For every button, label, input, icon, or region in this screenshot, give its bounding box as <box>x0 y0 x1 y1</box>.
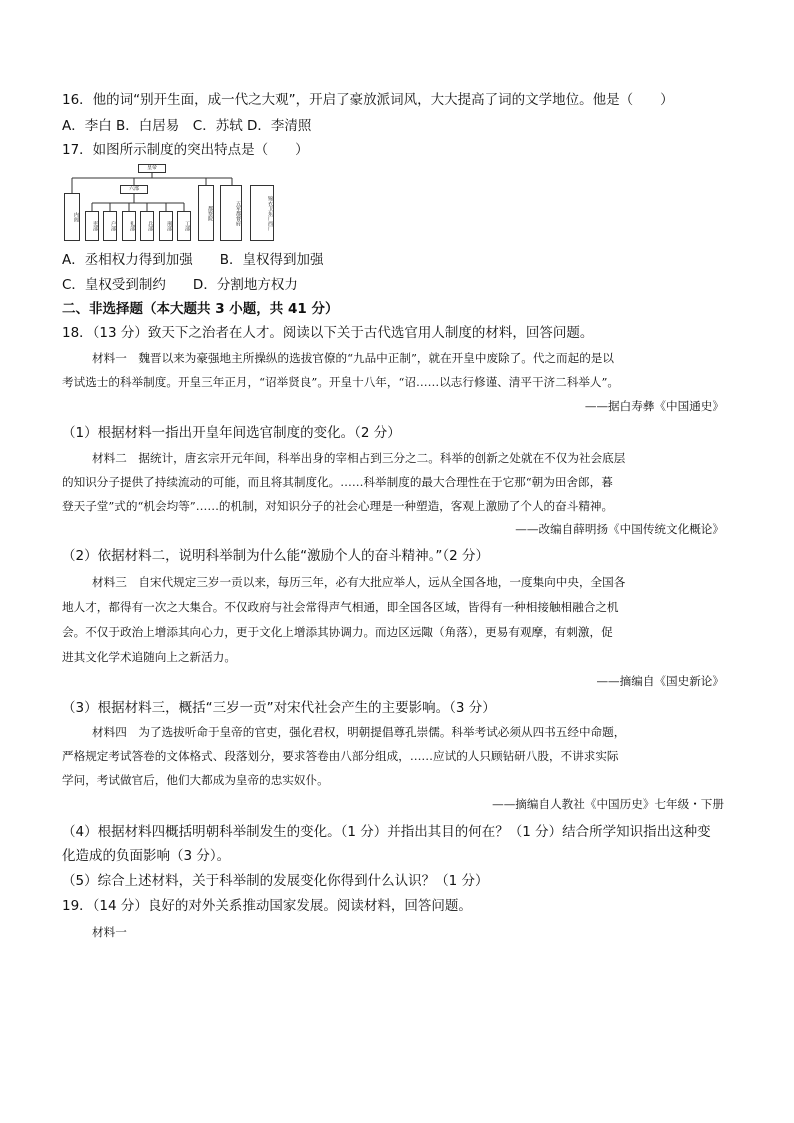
ministry-box: 户部 <box>103 211 117 241</box>
ministry-box: 兵部 <box>140 211 154 241</box>
q16-options: A．李白 B．白居易 C．苏轼 D．李清照 <box>62 118 312 134</box>
q18-sub5: （5）综合上述材料，关于科举制的发展变化你得到什么认识？（1 分） <box>62 873 489 889</box>
q19-material-1-label: 材料一 <box>92 925 127 939</box>
censorate-box: 都察院 <box>198 185 214 241</box>
ministry-box: 刑部 <box>159 211 173 241</box>
q18-sub2: （2）依据材料二，说明科举制为什么能“激励个人的奋斗精神。”（2 分） <box>62 548 489 564</box>
material-1-line: 材料一 魏晋以来为豪强地主所操纵的选拔官僚的“九品中正制”，就在开皇中废除了。代之而起的是以 <box>92 351 614 365</box>
ministry-box: 礼部 <box>122 211 136 241</box>
ministry-box: 工部 <box>177 211 191 241</box>
six-ministries-box: 六部 <box>120 185 148 194</box>
q18-sub4: （4）根据材料四概括明朝科举制发生的变化。（1 分）并指出其目的何在？（1 分）结合所学知识指出这种变 <box>62 824 711 840</box>
material-3-line: 进其文化学术追随向上之新活力。 <box>62 650 236 664</box>
material-4-line: 材料四 为了选拔听命于皇帝的官吏，强化君权，明朝提倡尊孔崇儒。科举考试必须从四书五经中命题， <box>92 725 626 739</box>
section-heading: 二、非选择题（本大题共 3 小题，共 41 分） <box>62 301 339 317</box>
q17-stem: 17．如图所示制度的突出特点是（ ） <box>62 142 309 158</box>
q17-options-cd: C．皇权受到制约 D．分割地方权力 <box>62 277 298 293</box>
q16-stem: 16．他的词“别开生面，成一代之大观”，开启了豪放派词风，大大提高了词的文学地位。他是（ ） <box>62 92 674 108</box>
q17-system-diagram <box>62 163 247 243</box>
emperor-box: 皇帝 <box>138 164 166 173</box>
material-2-line: 登天子堂”式的“机会均等”……的机制，对知识分子的社会心理是一种塑造，客观上激励了个人的奋斗精神。 <box>62 499 614 513</box>
material-2-source: ——改编自薛明扬《中国传统文化概论》 <box>515 522 724 536</box>
material-3-line: 会。不仅于政治上增添其向心力，更于文化上增添其协调力。而边区远陬（角落），更易有观摩，有刺激，促 <box>62 625 613 639</box>
material-3-source: ——摘编自《国史新论》 <box>596 674 724 688</box>
q18-stem: 18．（13 分）致天下之治者在人才。阅读以下关于古代选官用人制度的材料，回答问题。 <box>62 325 594 341</box>
q17-options-ab: A．丞相权力得到加强 B．皇权得到加强 <box>62 252 324 268</box>
q18-sub3: （3）根据材料三，概括“三岁一贡”对宋代社会产生的主要影响。（3 分） <box>62 700 496 716</box>
material-1-source: ——据白寿彝《中国通史》 <box>584 399 724 413</box>
material-1-line: 考试选士的科举制度。开皇三年正月，“诏举贤良”。开皇十八年，“诏……以志行修谨、清平干济二科举人”。 <box>62 375 620 389</box>
q18-sub4-cont: 化造成的负面影响（3 分）。 <box>62 848 231 864</box>
material-4-line: 学问，考试做官后，他们大都成为皇帝的忠实奴仆。 <box>62 773 329 787</box>
ministry-box: 吏部 <box>85 211 99 241</box>
material-2-line: 的知识分子提供了持续流动的可能，而且将其制度化。……科举制度的最大合理性在于它那“朝为田舍郎，暮 <box>62 475 613 489</box>
military-commission-box: 五军都督府 <box>220 185 242 241</box>
material-3-line: 材料三 自宋代规定三岁一贡以来，每历三年，必有大批应举人，远从全国各地，一度集向中央，全国各 <box>92 575 626 589</box>
embroidered-guard-box: 锦衣卫东厂西厂 <box>250 185 274 241</box>
q18-sub1: （1）根据材料一指出开皇年间选官制度的变化。（2 分） <box>62 425 401 441</box>
q19-stem: 19．（14 分）良好的对外关系推动国家发展。阅读材料，回答问题。 <box>62 898 472 914</box>
material-4-line: 严格规定考试答卷的文体格式、段落划分，要求答卷由八部分组成，……应试的人只顾钻研八股，不讲求实际 <box>62 749 619 763</box>
material-2-line: 材料二 据统计，唐玄宗开元年间，科举出身的宰相占到三分之二。科举的创新之处就在不仅为社会底层 <box>92 451 626 465</box>
material-4-source: ——摘编自人教社《中国历史》七年级・下册 <box>492 797 724 811</box>
material-3-line: 地人才，都得有一次之大集合。不仅政府与社会常得声气相通，即全国各区域，皆得有一种相接触相融合之机 <box>62 600 619 614</box>
grand-secretariat-box: 内阁 <box>64 193 80 241</box>
